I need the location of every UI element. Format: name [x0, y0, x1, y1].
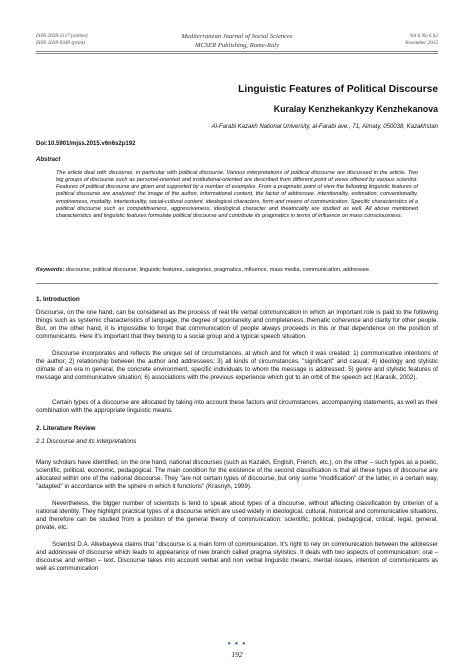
body-paragraph: Many scholars have identified, on the one hand, national discourses (such as Kazakh, English, French, etc.), on the other – such types as a poetic, scientific, political, economic, pedagogical. The main condition for the existence of the second classification is that all these types of discourse are allocated within one of the national discourse. They "are not certain types of discourse, but only some "modification" of the latter, in a certain way, "adapted" in accordance with the sphere in which it functions" (Krasnyh, 1999).	[36, 459, 438, 491]
author-name: Kuralay Kenzhekankyzy Kenzhekanova	[273, 104, 438, 114]
issue-block	[405, 33, 438, 47]
publisher-name: MCSER Publishing, Rome-Italy	[194, 41, 280, 49]
footer-dots: ● ● ●	[227, 641, 247, 647]
page-header	[36, 33, 438, 59]
journal-block	[36, 33, 438, 50]
journal-name: Mediterranean Journal of Social Sciences	[181, 33, 293, 40]
header-rule-top	[36, 51, 438, 52]
body-paragraph: Nevertheless, the bigger number of scientists is tend to speak about types of a discourse, without affecting classification by criterion of a national identity. They highlight practical types of a discourse which are used widely in ideological, cultural, historical and communicative situations, and therefore can be studied from a position of the general theory of communication: scientific, political, pedagogical, critical, legal, general, private, etc.	[36, 500, 438, 532]
issn-online: ISSN 2039-2117 (online)	[36, 33, 88, 39]
body-paragraph: Certain types of a discourse are allocated by taking into account these factors and circumstances, accompanying statements, as well as their combination with the appropriate linguistic means.	[36, 399, 438, 415]
keywords-label: Keywords:	[36, 267, 65, 273]
volume-info: Vol 6 No 6 S2	[409, 33, 438, 39]
issue-date: November 2015	[405, 40, 438, 46]
section-heading-introduction: 1. Introduction	[36, 296, 80, 303]
abstract-text: The article deal with discourse, in particular with political discourse. Various interpretations of political discourse are discussed in the article. Two big groups of discourse such as personal-oriented and institutional-oriented are described from different point of views offered by various scientist. Features of political discourse are given and supported by a number of examples. From a pragmatic point of view the following linguistic features of political discourse are analyzed: the image of the author, informational content, the factor of addressee, intentionality, estimation, conventionality, emotiveness, modality, intertextuality, social-cultural content, ideological characters, form and means of communication. Specific characteristics of a political discourse such as competitiveness, aggressiveness, ideological character and theatricality are studied as well. All above mentioned characteristics and linguistic features formulate political discourse and contribute its pragmatics in terms of influence on mass consciousness.	[56, 170, 418, 219]
issn-print: ISSN 2039-9340 (print)	[36, 40, 85, 46]
author-affiliation: Al-Farabi Kazakh National University, al-Farabi ave., 71, Almaty, 050038, Kazakhstan	[211, 124, 438, 130]
section-heading-literature-review: 2. Literature Review	[36, 425, 96, 432]
abstract-heading: Abstract	[36, 157, 61, 163]
keywords-line	[36, 267, 438, 274]
doi-link[interactable]: Doi:10.5901/mjss.2015.v6n6s2p192	[36, 141, 136, 147]
article-title: Linguistic Features of Political Discourse	[238, 84, 438, 95]
page-number: 192	[231, 650, 243, 659]
body-paragraph: Scientist D.A. Alkebayeva claims that "discourse is a main form of communication. It's right to rely on communication between the addresser and addressee of discourse which leads to appearance of new branch called pragma stylistics. It deals with two aspects of communication: oral – discourse and written – text. Discourse takes into account verbal and non verbal linguistic means, mental issues, intention of communicants as well as communication	[36, 541, 438, 573]
keywords-list: discourse, political discourse, linguistic features, categories, pragmatics, influence, mass media, communication, addressee.	[65, 267, 371, 273]
subsection-heading: 2.1 Discourse and its interpretations	[36, 438, 137, 445]
body-paragraph: Discourse, on the one hand, can be considered as the process of real life verbal communication in which an important role is paid to the following things such as systemic characteristics of language, the degree of spontaneity and completeness, thematic coherence and clarity for other people. But, on the other hand, it is impossible to forget that communication of people always proceeds in this or that dependence on the position of communicants. Here it's important that they belong to a social group and a typical speech situation.	[36, 309, 438, 341]
keywords-rule	[36, 283, 438, 284]
body-paragraph: Discourse incorporates and reflects the unique set of circumstances, at which and for which it was created: 1) communicative intentions of the author; 2) relationship between the author and addressees; 3) all kinds of circumstances, "significant" and casual; 4) ideology and stylistic climate of an era in general, the concrete environment, specific individuals to whom the message is addressed; 5) genre and stylistic features of message and communicative situation; 6) associations with the previous experience which got to an orbit of the speech act (Karasik, 2002).	[36, 350, 438, 382]
header-rule-bottom	[36, 53, 438, 54]
